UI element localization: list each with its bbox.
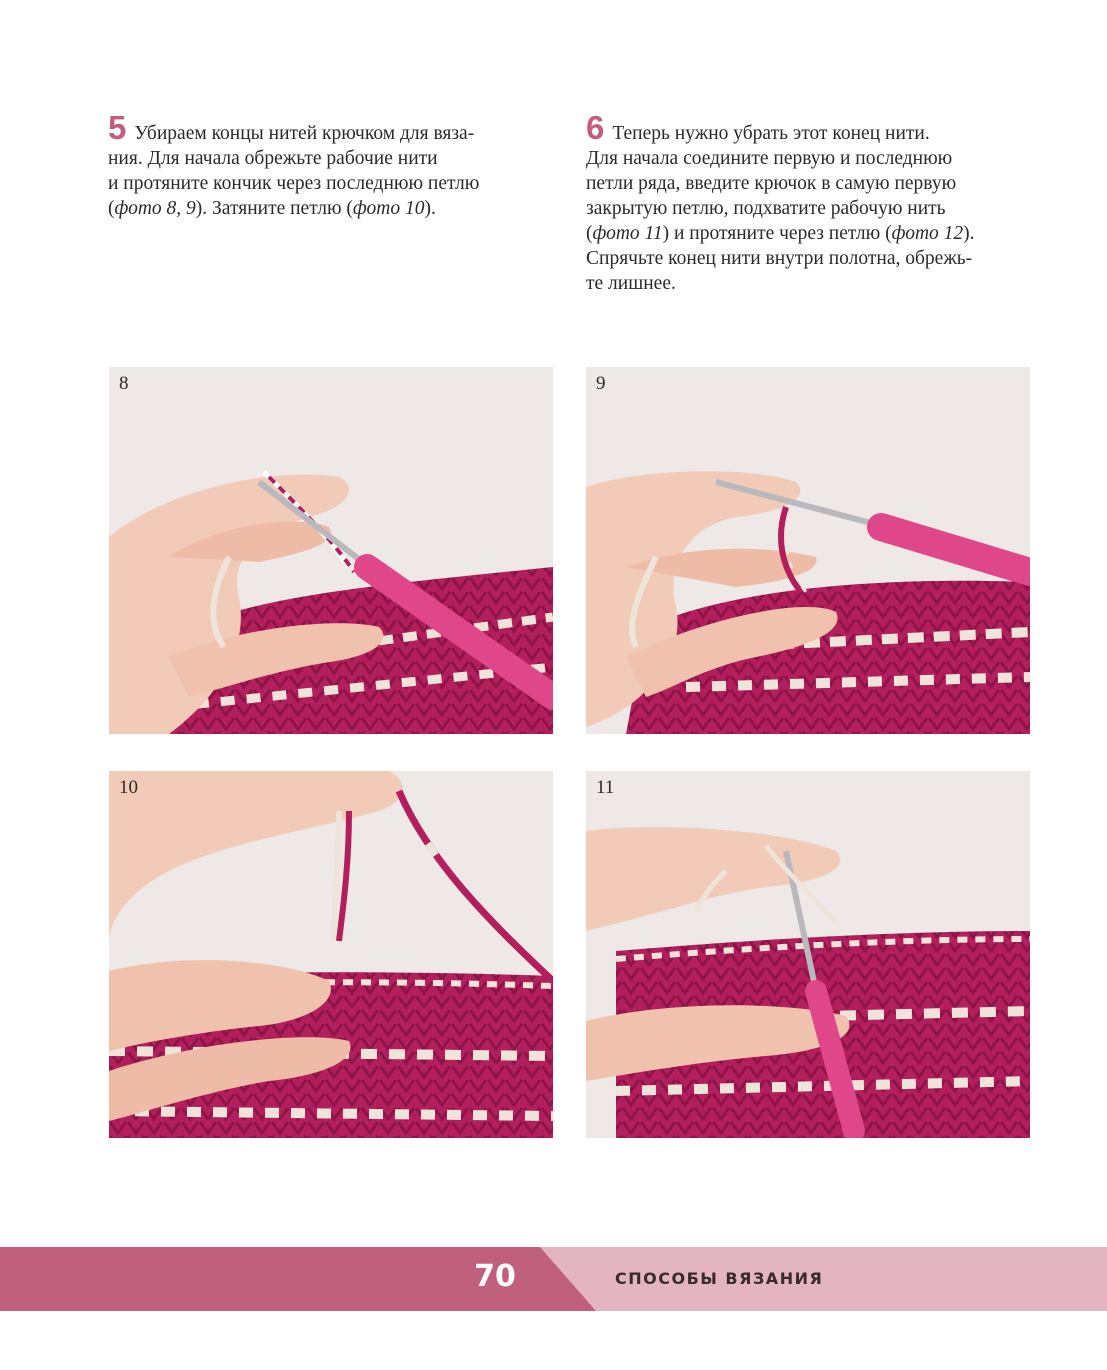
step-number: 6 — [586, 109, 605, 146]
text-fragment: ) и протяните через петлю ( — [662, 223, 892, 244]
photo-label: 9 — [596, 373, 606, 394]
step-number: 5 — [108, 109, 127, 146]
photo-8 — [109, 367, 553, 734]
step-5-text — [108, 109, 540, 221]
step-text-line: Убираем концы нитей крючком для вяза- — [134, 123, 475, 144]
photo-9-illustration — [586, 367, 1030, 734]
step-text-line — [586, 221, 1036, 246]
step-text-line: те лишнее. — [586, 273, 676, 294]
step-text-line: и протяните кончик через последнюю петлю — [108, 173, 480, 194]
text-fragment: ). Затяните петлю ( — [195, 198, 353, 219]
photo-label: 11 — [596, 777, 615, 798]
text-fragment: ). — [424, 198, 436, 219]
step-6-first-line — [586, 109, 1036, 146]
photo-10 — [109, 771, 553, 1138]
step-text-line: петли ряда, введите крючок в самую первую — [586, 173, 957, 194]
step-5-first-line — [108, 109, 540, 146]
step-text-line: закрытую петлю, подхватите рабочую нить — [586, 198, 946, 219]
photo-reference: фото 11 — [592, 223, 663, 244]
step-text-line: Теперь нужно убрать этот конец нити. — [612, 123, 930, 144]
photo-11 — [586, 771, 1030, 1138]
text-fragment: ). — [963, 223, 975, 244]
page-number: 70 — [474, 1259, 516, 1294]
step-text-line — [108, 196, 540, 221]
text-fragment: ( — [586, 223, 593, 244]
photo-10-illustration — [109, 771, 553, 1138]
text-fragment: ( — [108, 198, 115, 219]
photo-reference: фото 10 — [352, 198, 425, 219]
section-title: СПОСОБЫ ВЯЗАНИЯ — [615, 1269, 824, 1288]
photo-label: 8 — [119, 373, 129, 394]
step-text-line: Спрячьте конец нити внутри полотна, обрежь- — [586, 248, 973, 269]
photo-11-illustration — [586, 771, 1030, 1138]
photo-reference: фото 8, 9 — [114, 198, 196, 219]
photo-reference: фото 12 — [891, 223, 964, 244]
page-footer — [0, 1247, 1107, 1311]
photo-label: 10 — [119, 777, 138, 798]
step-text-line: Для начала соедините первую и последнюю — [586, 148, 953, 169]
step-6-text — [586, 109, 1036, 296]
photo-8-illustration — [109, 367, 553, 734]
photo-9 — [586, 367, 1030, 734]
footer-band — [0, 1247, 1107, 1311]
step-text-line: ния. Для начала обрежьте рабочие нити — [108, 148, 438, 169]
